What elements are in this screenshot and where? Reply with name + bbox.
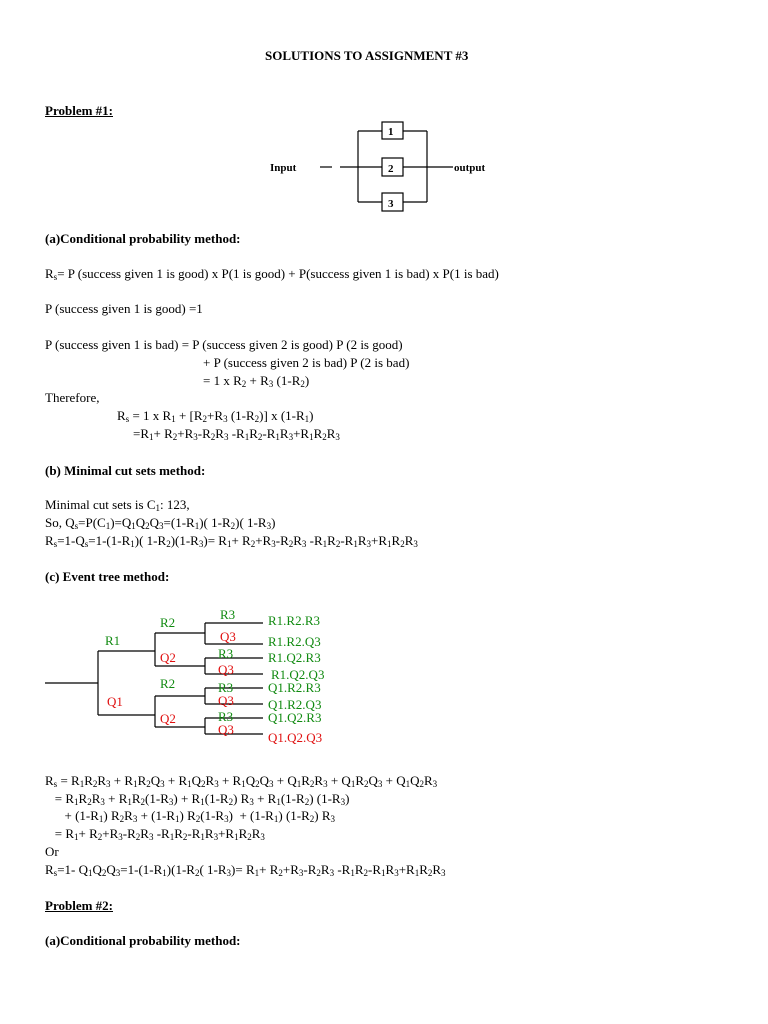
branch-label: R2 — [160, 676, 176, 691]
outcome-label: R1.R2.Q3 — [268, 634, 321, 649]
outcome-label: R1.R2.R3 — [268, 613, 321, 628]
equation-line: $R_s=1-$ $Q_1Q_2Q_3=1-(1-R_1)(1-R_2$( $1-R_3)= R_1+ R_2+R_3-R_2R_3$ $-R_1R_2-R_1R_3+R_1R_2R_3$ — [45, 862, 446, 878]
equation-line: $=R_1+ R_2+R_3-R_2R_3$ $-R_1R_2-R_1R_3+R_1R_2R_3$ — [133, 426, 340, 442]
equation-line: + P (success given 2 is bad) P (2 is bad) — [203, 355, 410, 370]
outcome-label: Q1.Q2.R3 — [268, 710, 322, 725]
outcome-label: Q1.R2.Q3 — [268, 697, 322, 712]
block-3-label: 3 — [388, 198, 394, 210]
branch-label: Q3 — [218, 662, 234, 677]
part-b-heading: (b) Minimal cut sets method: — [45, 463, 206, 478]
branch-label: R3 — [220, 607, 236, 622]
problem-2-part-a-heading: (a)Conditional probability method: — [45, 933, 241, 948]
block-2-label: 2 — [388, 163, 394, 175]
event-tree-diagram — [45, 603, 385, 753]
outcome-label: R1.Q2.Q3 — [271, 667, 325, 682]
equation-line: $R_s = 1$ x $R_1 + [R_2+R_3$ $(1-R_2)$] x $(1-R_1)$ — [117, 408, 314, 424]
branch-label: Q1 — [107, 694, 123, 709]
equation-line: So, $Q_s=P(C_1)=Q_1Q_2Q_3=(1-R_1)$( $1-R_2$)( $1-R_3$) — [45, 515, 276, 531]
outcome-label: Q1.Q2.Q3 — [268, 730, 323, 745]
document-title: SOLUTIONS TO ASSIGNMENT #3 — [265, 48, 469, 63]
equation-line: P (success given 1 is good) =1 — [45, 301, 203, 316]
problem-2-heading: Problem #2: — [45, 898, 113, 913]
input-label: Input — [270, 162, 297, 174]
branch-label: R2 — [160, 615, 176, 630]
part-a-heading: (a)Conditional probability method: — [45, 231, 241, 246]
branch-label: Q3 — [218, 722, 234, 737]
equation-line: = 1 x $R_2 + R_3$ $(1-R_2)$ — [203, 373, 310, 389]
equation-line: $R_s=1-Q_s=1-(1-R_1)$( $1-R_2)(1-R_3)= R_1+ R_2+R_3-R_2R_3$ $-R_1R_2-R_1R_3+R_1R_2R_3$ — [45, 533, 418, 549]
branch-label: R3 — [218, 709, 234, 724]
outcome-label: Q1.R2.R3 — [268, 680, 321, 695]
equation-line: P (success given 1 is bad) = P (success given 2 is good) P (2 is good) — [45, 337, 403, 352]
branch-label: R3 — [218, 646, 234, 661]
equation-line: Minimal cut sets is $C_1$: 123, — [45, 497, 190, 513]
branch-label: Q2 — [160, 711, 176, 726]
branch-label: R1 — [105, 633, 121, 648]
branch-label: Q3 — [218, 693, 234, 708]
or-text: Or — [45, 844, 59, 859]
equation-line: $R_s= P$ (success given 1 is good) x P(1 is good) + P(success given 1 is bad) x P(1 is bad) — [45, 266, 499, 282]
branch-label: R3 — [218, 680, 234, 695]
branch-label: Q3 — [220, 629, 236, 644]
block-1-label: 1 — [388, 126, 394, 138]
equation-line: + $(1-R_1) R_2R_3 + (1-R_1) R_2(1-R_3) + (1-R_1)$ $(1-R_2)$ $R_3$ — [45, 808, 336, 824]
parallel-system-diagram — [265, 118, 525, 218]
branch-label: Q2 — [160, 650, 176, 665]
equation-line: $R_s = R_1R_2R_3 + R_1R_2Q_3 + R_1Q_2R_3 + R_1Q_2Q_3 + Q_1R_2R_3 + Q_1R_2Q_3 + Q_1Q_2R_3$ — [45, 773, 438, 789]
equation-line: = $R_1R_2R_3 + R_1R_2(1-R_3) + R_1(1-R_2) R_3 + R_1(1-R_2)$ $(1-R_3)$ — [45, 791, 350, 807]
part-c-heading: (c) Event tree method: — [45, 569, 170, 584]
therefore-text: Therefore, — [45, 390, 100, 405]
problem-1-heading: Problem #1: — [45, 103, 113, 118]
outcome-label: R1.Q2.R3 — [268, 650, 321, 665]
output-label: output — [454, 162, 486, 174]
equation-line: = $R_1+ R_2+R_3-R_2R_3$ $-R_1R_2-R_1R_3+R_1R_2R_3$ — [45, 826, 265, 842]
